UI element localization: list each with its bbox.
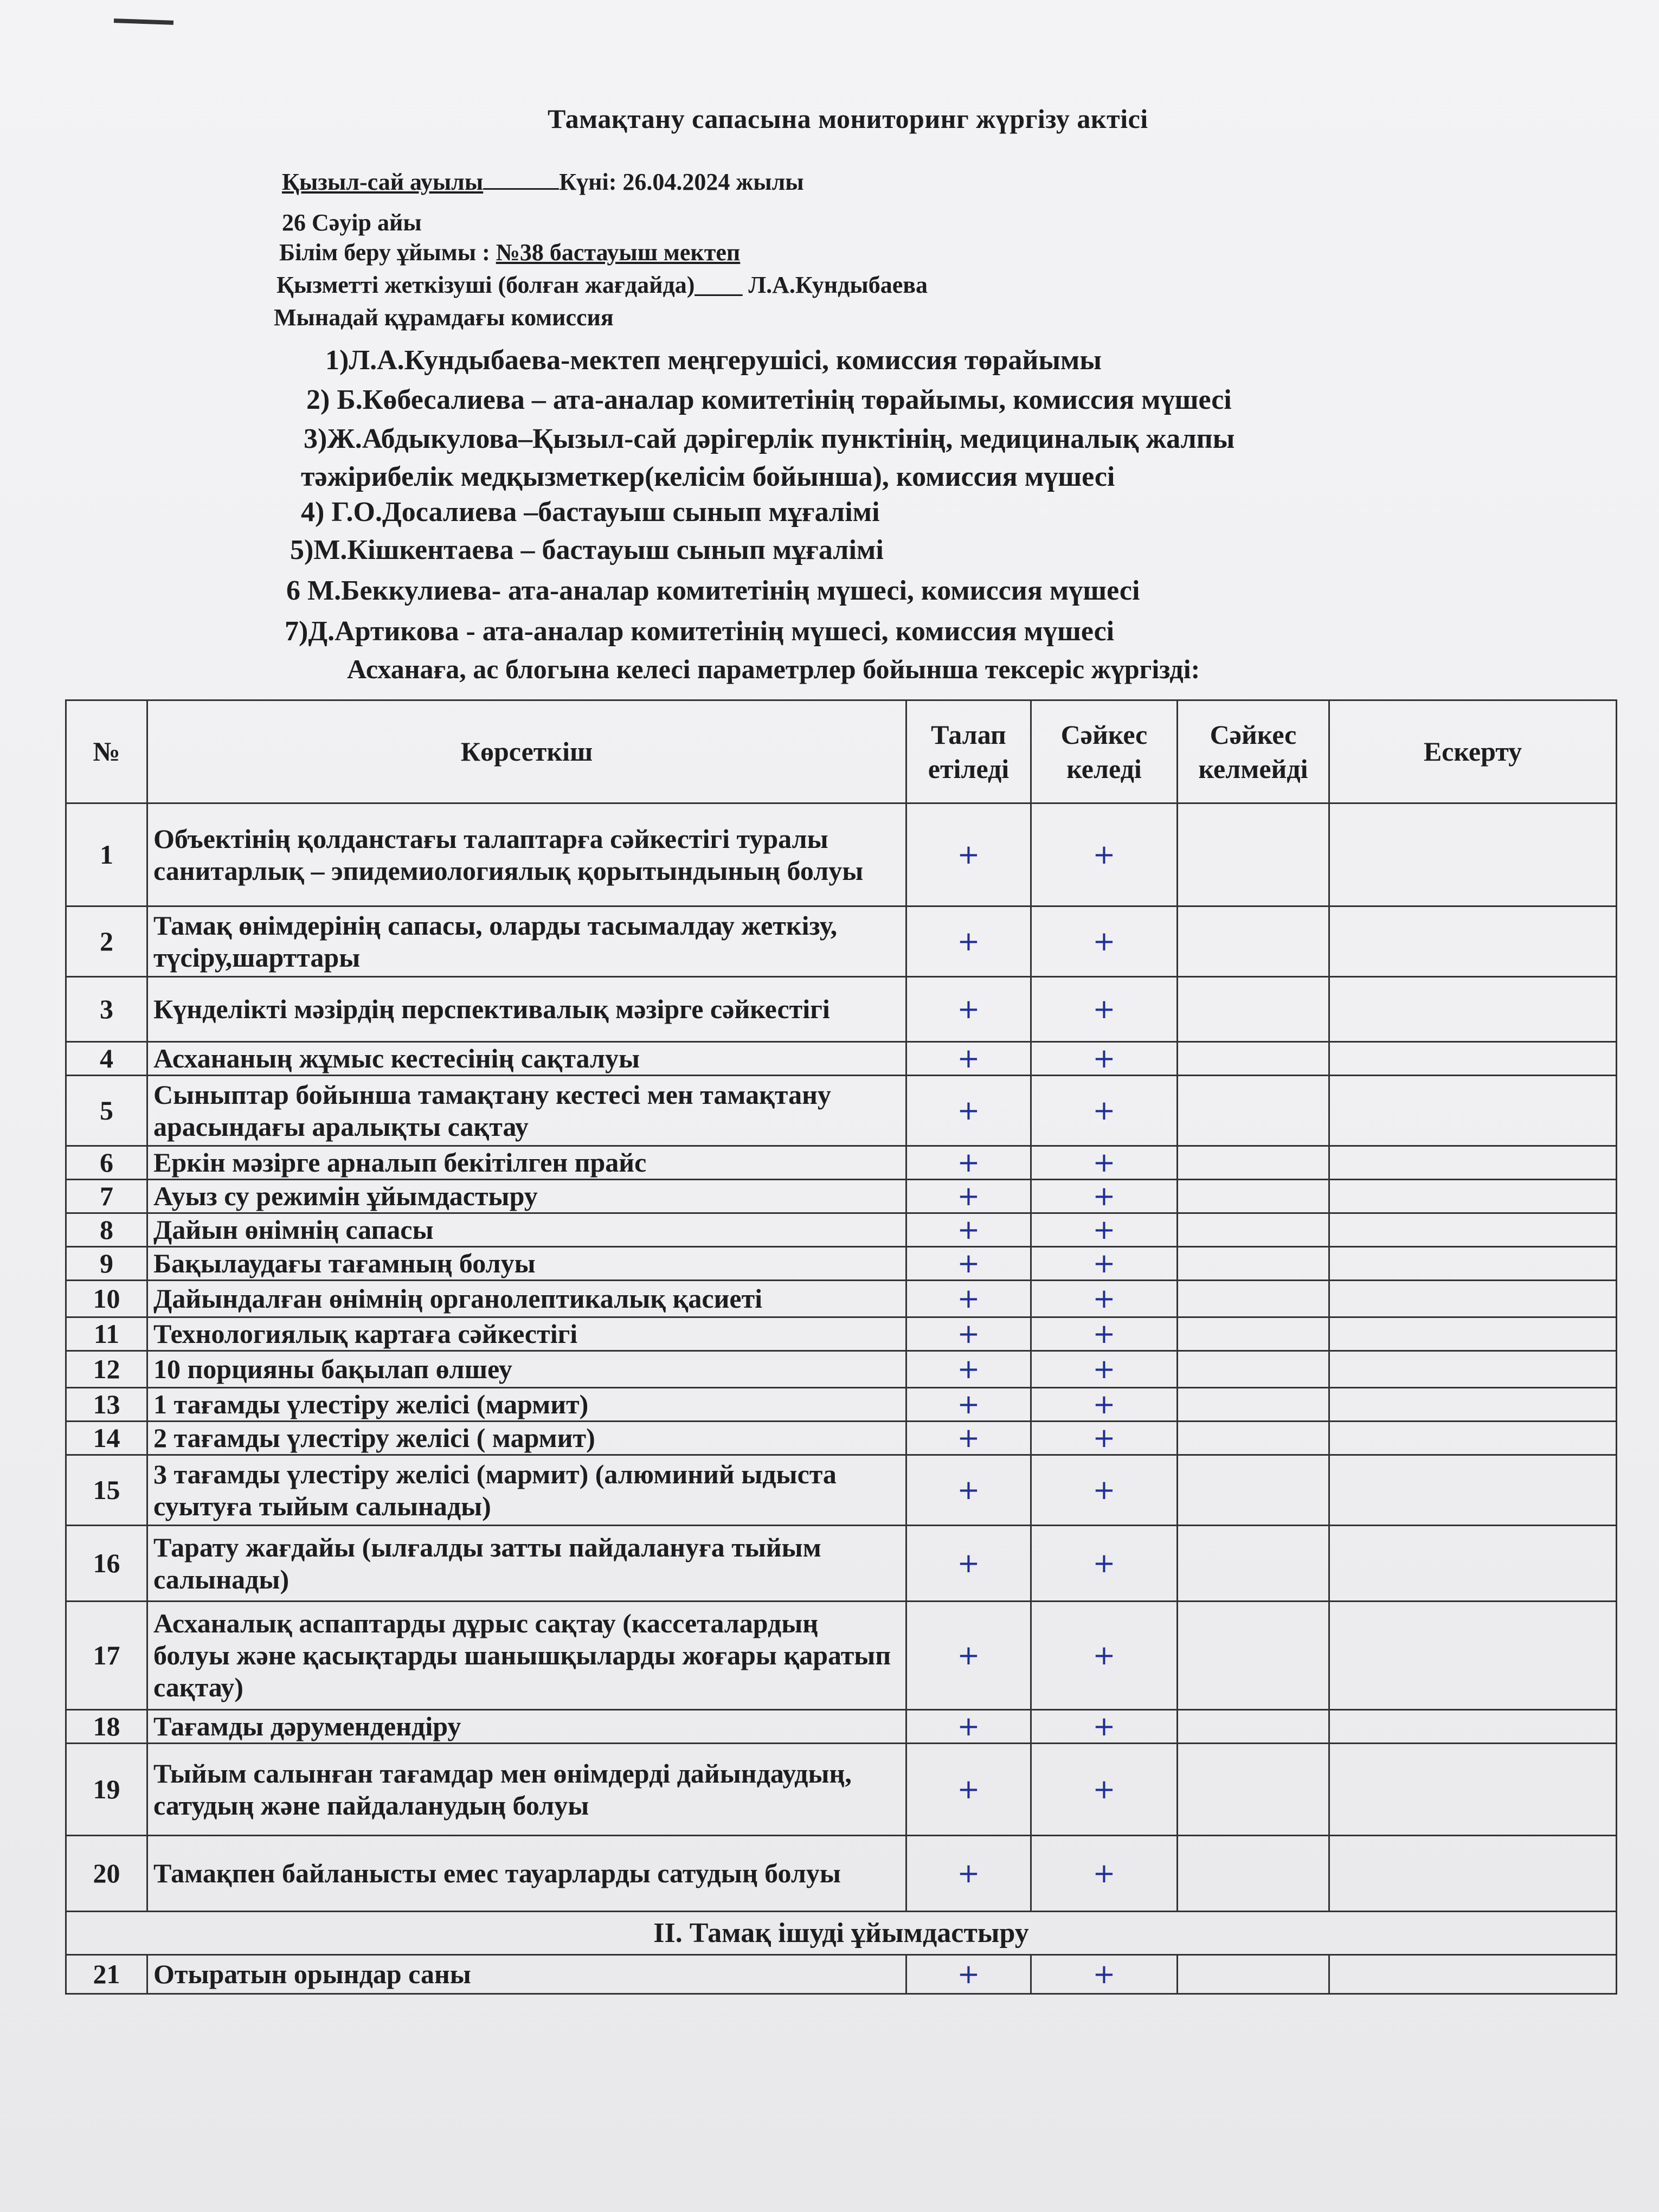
member-3: 3)Ж.Абдыкулова–Қызыл-сай дәрігерлік пунктінің, медициналық жалпы: [304, 423, 1235, 454]
row-number: 7: [66, 1180, 147, 1213]
row-number: 17: [66, 1602, 147, 1710]
compliant-mark: +: [1031, 1955, 1178, 1994]
required-mark: +: [906, 1180, 1031, 1213]
compliant-mark: +: [1031, 1710, 1178, 1744]
supplier-value: Л.А.Кундыбаева: [748, 272, 928, 298]
compliant-mark: +: [1031, 1744, 1178, 1836]
row-indicator: Технологиялық картаға сәйкестігі: [147, 1317, 906, 1351]
table-row: [66, 906, 1617, 977]
table-row: [66, 1744, 1617, 1836]
row-indicator: 2 тағамды үлестіру желісі ( мармит): [147, 1422, 906, 1455]
required-mark: +: [906, 1602, 1031, 1710]
header-required: Талап етіледі: [906, 700, 1031, 803]
member-7: 7)Д.Артикова - ата-аналар комитетінің мүшесі, комиссия мүшесі: [285, 616, 1115, 647]
noncompliant-cell: [1178, 1146, 1329, 1180]
noncompliant-cell: [1178, 1388, 1329, 1422]
row-indicator: Бақылаудағы тағамның болуы: [147, 1247, 906, 1281]
compliant-mark: +: [1031, 1526, 1178, 1602]
table-row: [66, 1076, 1617, 1146]
row-indicator: Тамақпен байланысты емес тауарларды сатудың болуы: [147, 1836, 906, 1912]
compliant-mark: +: [1031, 977, 1178, 1042]
required-mark: +: [906, 1744, 1031, 1836]
compliant-mark: +: [1031, 906, 1178, 977]
row-number: 6: [66, 1146, 147, 1180]
required-mark: +: [906, 1526, 1031, 1602]
month-line: 26 Сәуір айы: [282, 209, 422, 236]
note-cell: [1329, 1836, 1617, 1912]
row-number: 3: [66, 977, 147, 1042]
compliant-mark: +: [1031, 1213, 1178, 1247]
row-number: 21: [66, 1955, 147, 1994]
noncompliant-cell: [1178, 1744, 1329, 1836]
supplier-label: Қызметті жеткізуші (болған жағдайда)____: [276, 272, 749, 298]
note-cell: [1329, 1388, 1617, 1422]
table-row: [66, 1526, 1617, 1602]
compliant-mark: +: [1031, 1076, 1178, 1146]
row-indicator: Тарату жағдайы (ылғалды затты пайдалануға тыйым салынады): [147, 1526, 906, 1602]
compliant-mark: +: [1031, 1388, 1178, 1422]
noncompliant-cell: [1178, 1281, 1329, 1317]
compliant-mark: +: [1031, 1317, 1178, 1351]
noncompliant-cell: [1178, 1247, 1329, 1281]
date-label: Күні: 26.04.2024 жылы: [559, 169, 804, 195]
section-title: ІІ. Тамақ ішуді ұйымдастыру: [66, 1912, 1617, 1955]
required-mark: +: [906, 1042, 1031, 1076]
required-mark: +: [906, 1955, 1031, 1994]
noncompliant-cell: [1178, 1076, 1329, 1146]
row-number: 16: [66, 1526, 147, 1602]
noncompliant-cell: [1178, 1213, 1329, 1247]
compliant-mark: +: [1031, 1602, 1178, 1710]
note-cell: [1329, 1710, 1617, 1744]
row-indicator: Тамақ өнімдерінің сапасы, оларды тасымалдау жеткізу, түсіру,шарттары: [147, 906, 906, 977]
village-date-line: [282, 168, 804, 196]
member-5: 5)М.Кішкентаева – бастауыш сынып мұғалімі: [290, 535, 884, 565]
org-value: №38 бастауыш мектеп: [496, 239, 741, 266]
compliant-mark: +: [1031, 1281, 1178, 1317]
required-mark: +: [906, 1146, 1031, 1180]
note-cell: [1329, 1146, 1617, 1180]
member-6: 6 М.Беккулиева- ата-аналар комитетінің мүшесі, комиссия мүшесі: [286, 575, 1140, 606]
compliant-mark: +: [1031, 1836, 1178, 1912]
note-cell: [1329, 1213, 1617, 1247]
compliant-mark: +: [1031, 1351, 1178, 1388]
required-mark: +: [906, 906, 1031, 977]
note-cell: [1329, 1455, 1617, 1526]
note-cell: [1329, 1281, 1617, 1317]
noncompliant-cell: [1178, 1602, 1329, 1710]
row-indicator: Отыратын орындар саны: [147, 1955, 906, 1994]
row-indicator: Асхананың жұмыс кестесінің сақталуы: [147, 1042, 906, 1076]
commission-label: Мынадай құрамдағы комиссия: [274, 304, 614, 331]
table-row: [66, 1455, 1617, 1526]
noncompliant-cell: [1178, 1317, 1329, 1351]
noncompliant-cell: [1178, 1836, 1329, 1912]
row-indicator: Дайындалған өнімнің органолептикалық қасиеті: [147, 1281, 906, 1317]
org-line: [279, 239, 740, 266]
row-indicator: Ауыз су режимін ұйымдастыру: [147, 1180, 906, 1213]
note-cell: [1329, 1180, 1617, 1213]
table-row: [66, 1422, 1617, 1455]
note-cell: [1329, 1351, 1617, 1388]
row-number: 13: [66, 1388, 147, 1422]
table-row: [66, 1146, 1617, 1180]
village-name: Қызыл-сай ауылы: [282, 169, 484, 195]
row-indicator: Объектінің қолданстағы талаптарға сәйкестігі туралы санитарлық – эпидемиологиялық қорытындының болуы: [147, 803, 906, 906]
noncompliant-cell: [1178, 1422, 1329, 1455]
member-1: 1)Л.А.Кундыбаева-мектеп меңгерушісі, комиссия төрайымы: [325, 345, 1102, 376]
member-3-cont: тәжірибелік медқызметкер(келісім бойынша), комиссия мүшесі: [301, 461, 1115, 492]
table-row: [66, 803, 1617, 906]
header-indicator: Көрсеткіш: [147, 700, 906, 803]
required-mark: +: [906, 1710, 1031, 1744]
required-mark: +: [906, 1247, 1031, 1281]
row-number: 4: [66, 1042, 147, 1076]
compliant-mark: +: [1031, 1422, 1178, 1455]
table-row: [66, 1955, 1617, 1994]
intro-line: Асханаға, ас блогына келесі параметрлер бойынша тексеріс жүргізді:: [347, 654, 1200, 684]
row-number: 14: [66, 1422, 147, 1455]
header-note: Ескерту: [1329, 700, 1617, 803]
note-cell: [1329, 977, 1617, 1042]
table-row: [66, 1247, 1617, 1281]
note-cell: [1329, 1955, 1617, 1994]
note-cell: [1329, 803, 1617, 906]
note-cell: [1329, 1247, 1617, 1281]
required-mark: +: [906, 1455, 1031, 1526]
row-indicator: Тағамды дәрумендендіру: [147, 1710, 906, 1744]
header-noncompliant: Сәйкес келмейді: [1178, 700, 1329, 803]
table-row: [66, 1213, 1617, 1247]
compliant-mark: +: [1031, 1146, 1178, 1180]
table-row: [66, 1180, 1617, 1213]
required-mark: +: [906, 1213, 1031, 1247]
required-mark: +: [906, 1317, 1031, 1351]
supplier-line: [276, 271, 928, 299]
noncompliant-cell: [1178, 1710, 1329, 1744]
noncompliant-cell: [1178, 1455, 1329, 1526]
compliant-mark: +: [1031, 1247, 1178, 1281]
table-row: [66, 977, 1617, 1042]
required-mark: +: [906, 1836, 1031, 1912]
row-number: 8: [66, 1213, 147, 1247]
row-number: 5: [66, 1076, 147, 1146]
compliant-mark: +: [1031, 1455, 1178, 1526]
row-number: 10: [66, 1281, 147, 1317]
row-indicator: Тыйым салынған тағамдар мен өнімдерді дайындаудың, сатудың және пайдаланудың болуы: [147, 1744, 906, 1836]
required-mark: +: [906, 1351, 1031, 1388]
document-title: Тамақтану сапасына мониторинг жүргізу актісі: [548, 104, 1148, 134]
noncompliant-cell: [1178, 1180, 1329, 1213]
compliant-mark: +: [1031, 803, 1178, 906]
required-mark: +: [906, 1422, 1031, 1455]
section-row: [66, 1912, 1617, 1955]
note-cell: [1329, 1076, 1617, 1146]
org-label: Білім беру ұйымы :: [279, 239, 496, 266]
required-mark: +: [906, 803, 1031, 906]
header-row: [66, 700, 1617, 803]
note-cell: [1329, 1526, 1617, 1602]
noncompliant-cell: [1178, 1955, 1329, 1994]
row-number: 11: [66, 1317, 147, 1351]
header-num: №: [66, 700, 147, 803]
row-indicator: Күнделікті мәзірдің перспективалық мәзірге сәйкестігі: [147, 977, 906, 1042]
table-row: [66, 1351, 1617, 1388]
note-cell: [1329, 906, 1617, 977]
required-mark: +: [906, 1388, 1031, 1422]
pen-mark: [114, 18, 173, 25]
row-indicator: Еркін мәзірге арналып бекітілген прайс: [147, 1146, 906, 1180]
row-number: 18: [66, 1710, 147, 1744]
table-row: [66, 1042, 1617, 1076]
compliant-mark: +: [1031, 1180, 1178, 1213]
compliant-mark: +: [1031, 1042, 1178, 1076]
village-blank: [483, 172, 559, 190]
noncompliant-cell: [1178, 1351, 1329, 1388]
note-cell: [1329, 1042, 1617, 1076]
row-indicator: Сыныптар бойынша тамақтану кестесі мен тамақтану арасындағы аралықты сақтау: [147, 1076, 906, 1146]
table-row: [66, 1710, 1617, 1744]
required-mark: +: [906, 977, 1031, 1042]
member-2: 2) Б.Көбесалиева – ата-аналар комитетінің төрайымы, комиссия мүшесі: [306, 384, 1232, 415]
table-body: [66, 803, 1617, 1994]
noncompliant-cell: [1178, 1526, 1329, 1602]
row-number: 15: [66, 1455, 147, 1526]
member-4: 4) Г.О.Досалиева –бастауыш сынып мұғалімі: [301, 497, 880, 528]
table-row: [66, 1836, 1617, 1912]
note-cell: [1329, 1422, 1617, 1455]
note-cell: [1329, 1317, 1617, 1351]
row-indicator: Асханалық аспаптарды дұрыс сақтау (кассеталардың болуы және қасықтарды шанышқыларды жоғары қаратып сақтау): [147, 1602, 906, 1710]
header-compliant: Сәйкес келеді: [1031, 700, 1178, 803]
note-cell: [1329, 1602, 1617, 1710]
table-row: [66, 1388, 1617, 1422]
row-indicator: Дайын өнімнің сапасы: [147, 1213, 906, 1247]
row-indicator: 10 порцияны бақылап өлшеу: [147, 1351, 906, 1388]
row-number: 20: [66, 1836, 147, 1912]
row-number: 12: [66, 1351, 147, 1388]
noncompliant-cell: [1178, 803, 1329, 906]
required-mark: +: [906, 1076, 1031, 1146]
row-indicator: 1 тағамды үлестіру желісі (мармит): [147, 1388, 906, 1422]
row-number: 1: [66, 803, 147, 906]
row-number: 2: [66, 906, 147, 977]
note-cell: [1329, 1744, 1617, 1836]
row-number: 19: [66, 1744, 147, 1836]
noncompliant-cell: [1178, 977, 1329, 1042]
required-mark: +: [906, 1281, 1031, 1317]
noncompliant-cell: [1178, 906, 1329, 977]
table-row: [66, 1602, 1617, 1710]
noncompliant-cell: [1178, 1042, 1329, 1076]
inspection-table: [65, 699, 1617, 1995]
row-indicator: 3 тағамды үлестіру желісі (мармит) (алюминий ыдыста суытуға тыйым салынады): [147, 1455, 906, 1526]
table-row: [66, 1281, 1617, 1317]
row-number: 9: [66, 1247, 147, 1281]
table-row: [66, 1317, 1617, 1351]
